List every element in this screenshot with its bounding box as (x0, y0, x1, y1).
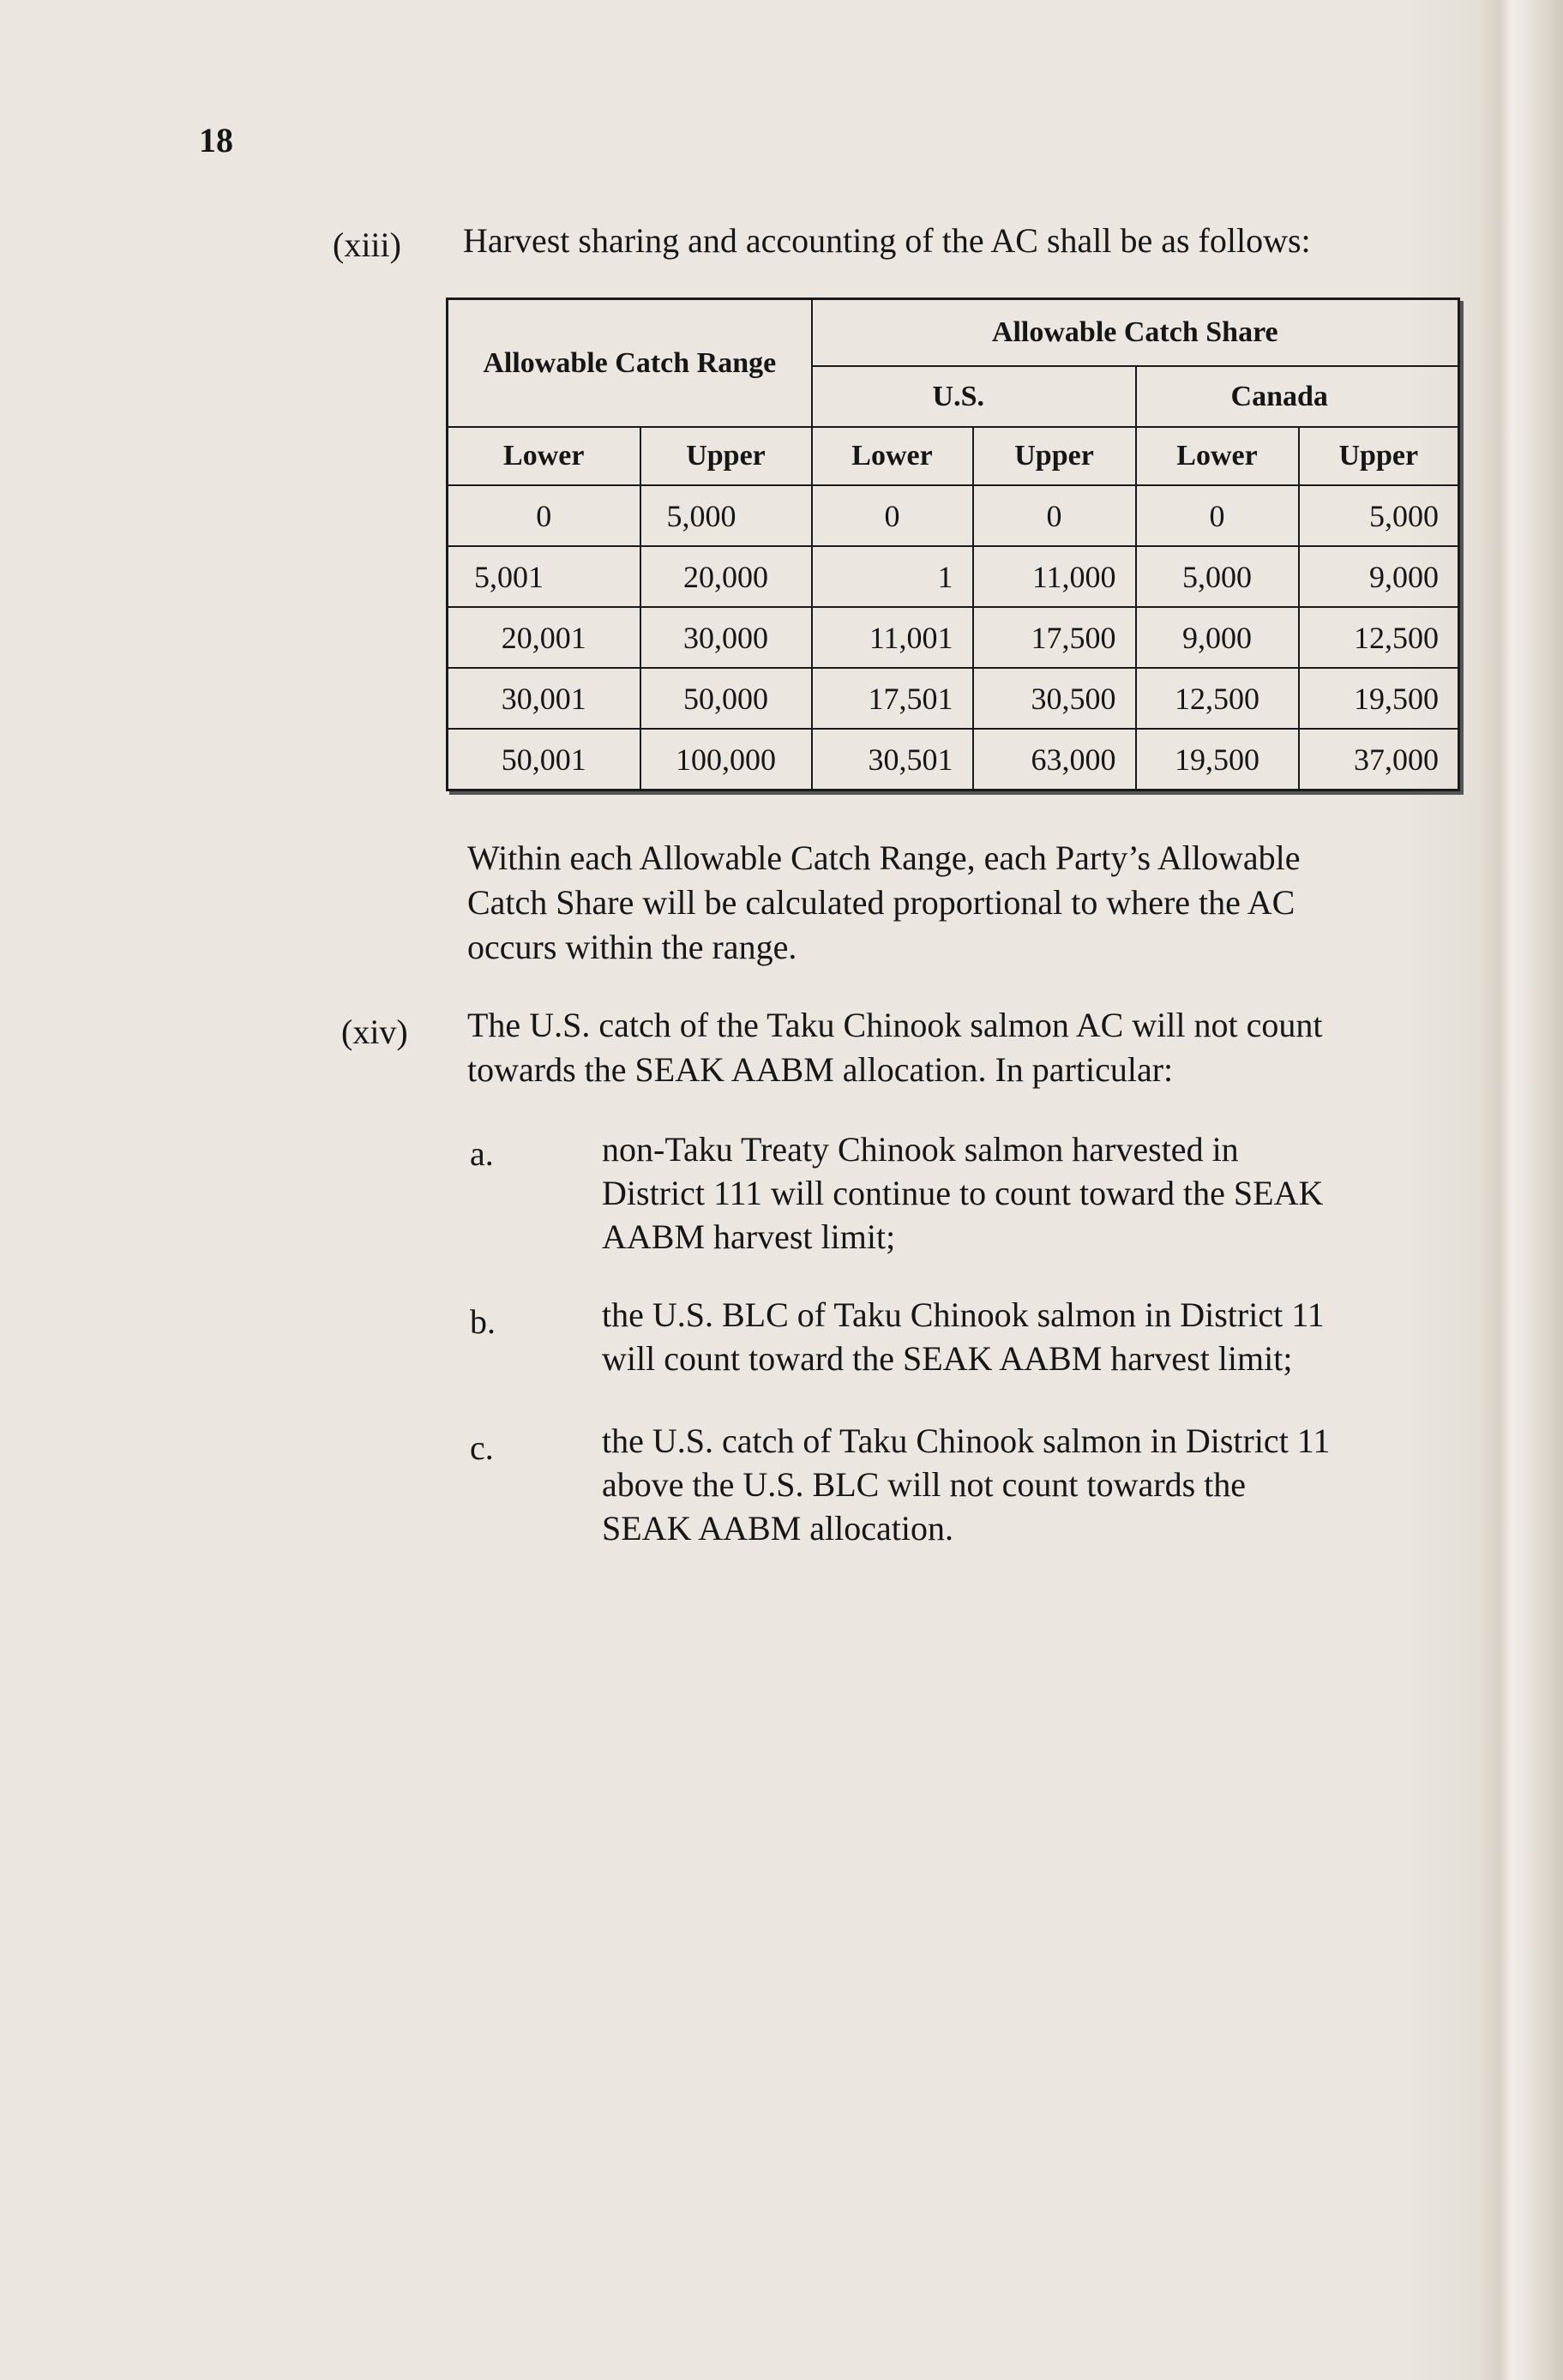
section-xiv-label: (xiv) (341, 1013, 408, 1051)
us-header: U.S. (812, 366, 1136, 427)
col-header-canada-upper: Upper (1299, 427, 1459, 485)
table-cell: 5,000 (1136, 546, 1299, 607)
table-cell: 12,500 (1299, 607, 1459, 668)
table-cell: 50,001 (448, 729, 640, 790)
col-header-range-upper: Upper (640, 427, 812, 485)
table-cell: 30,000 (640, 607, 812, 668)
section-xiv-line: The U.S. catch of the Taku Chinook salmon AC will not count (467, 1006, 1323, 1044)
table-row (448, 607, 1459, 668)
table-cell: 12,500 (1136, 668, 1299, 729)
proportional-note-line: Within each Allowable Catch Range, each Party’s Allowable (467, 838, 1301, 877)
table-cell: 30,001 (448, 668, 640, 729)
subitem-c-line: the U.S. catch of Taku Chinook salmon in District 11 (602, 1421, 1331, 1460)
canada-header: Canada (1136, 366, 1459, 427)
table-cell: 50,000 (640, 668, 812, 729)
proportional-note-line: Catch Share will be calculated proportional to where the AC (467, 883, 1295, 922)
subitem-c-line: SEAK AABM allocation. (602, 1509, 953, 1548)
col-header-range-lower: Lower (448, 427, 640, 485)
table-cell: 0 (1136, 485, 1299, 546)
table-cell: 37,000 (1299, 729, 1459, 790)
subitem-b-line: will count toward the SEAK AABM harvest limit; (602, 1339, 1293, 1378)
book-spine-edge (1477, 0, 1563, 2380)
table-cell: 9,000 (1299, 546, 1459, 607)
table-cell: 100,000 (640, 729, 812, 790)
subitem-a-line: non-Taku Treaty Chinook salmon harvested in (602, 1130, 1239, 1169)
catch-sharing-table (446, 298, 1460, 791)
catch-share-header: Allowable Catch Share (812, 299, 1459, 367)
table-cell: 1 (812, 546, 973, 607)
table-cell: 5,001 (448, 546, 640, 607)
section-xiii-text: Harvest sharing and accounting of the AC shall be as follows: (463, 221, 1311, 260)
table-cell: 30,500 (973, 668, 1136, 729)
table-cell: 0 (973, 485, 1136, 546)
table-row (448, 546, 1459, 607)
table-cell: 0 (812, 485, 973, 546)
proportional-note-line: occurs within the range. (467, 928, 797, 966)
table-cell: 17,501 (812, 668, 973, 729)
table-row (448, 668, 1459, 729)
section-xiv-line: towards the SEAK AABM allocation. In particular: (467, 1050, 1174, 1089)
subitem-a-line: District 111 will continue to count toward the SEAK (602, 1174, 1324, 1212)
table-cell: 5,000 (1299, 485, 1459, 546)
col-header-canada-lower: Lower (1136, 427, 1299, 485)
col-header-us-lower: Lower (812, 427, 973, 485)
section-xiii-label: (xiii) (333, 225, 401, 264)
table-cell: 20,000 (640, 546, 812, 607)
table-cell: 11,001 (812, 607, 973, 668)
table-row (448, 729, 1459, 790)
catch-range-header: Allowable Catch Range (448, 299, 812, 428)
col-header-us-upper: Upper (973, 427, 1136, 485)
table-cell: 20,001 (448, 607, 640, 668)
subitem-c-line: above the U.S. BLC will not count towards the (602, 1465, 1247, 1504)
subitem-b-label: b. (470, 1302, 496, 1341)
table-cell: 5,000 (640, 485, 812, 546)
table-cell: 19,500 (1136, 729, 1299, 790)
page-number: 18 (199, 121, 233, 159)
subitem-b-line: the U.S. BLC of Taku Chinook salmon in District 11 (602, 1295, 1325, 1334)
table-cell: 63,000 (973, 729, 1136, 790)
table-cell: 30,501 (812, 729, 973, 790)
subitem-a-line: AABM harvest limit; (602, 1217, 896, 1256)
table-cell: 17,500 (973, 607, 1136, 668)
subitem-c-label: c. (470, 1428, 494, 1467)
table-cell: 0 (448, 485, 640, 546)
subitem-a-label: a. (470, 1134, 494, 1173)
table-cell: 11,000 (973, 546, 1136, 607)
table-cell: 19,500 (1299, 668, 1459, 729)
table-cell: 9,000 (1136, 607, 1299, 668)
table-row (448, 485, 1459, 546)
